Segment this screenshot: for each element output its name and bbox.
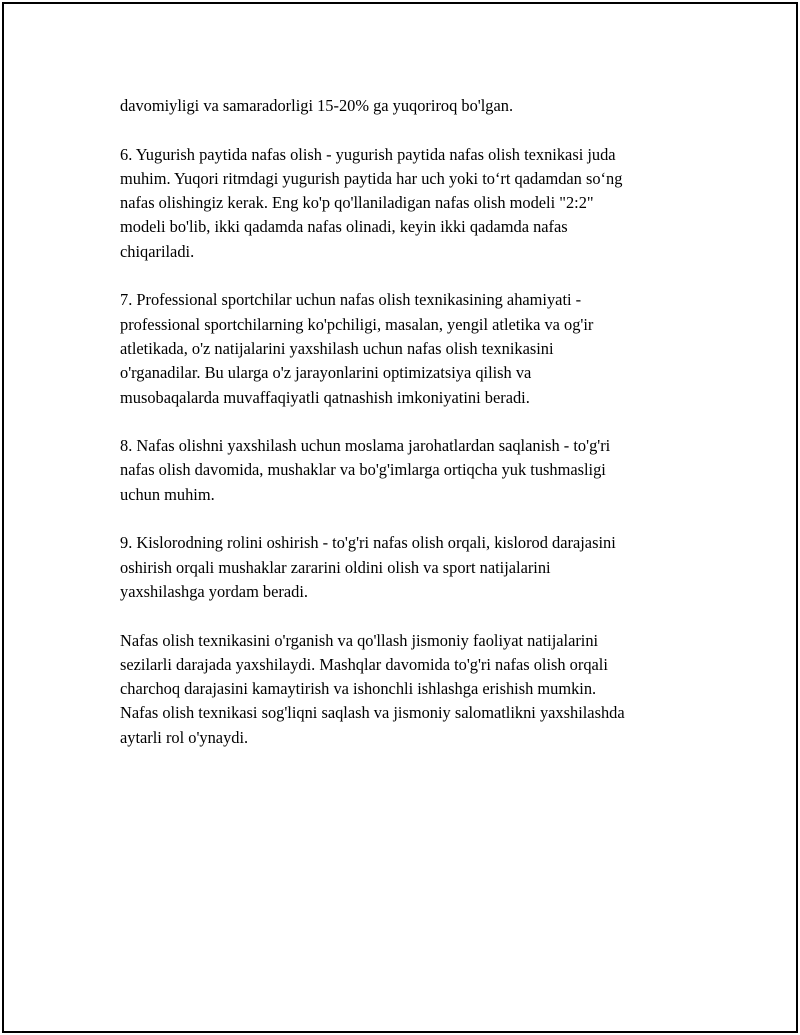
paragraph-item-8: 8. Nafas olishni yaxshilash uchun moslama jarohatlardan saqlanish - to'g'ri nafas olish davomida, mushaklar va bo'g'imlarga ortiqcha yuk tushmasligi uchun muhim. [120, 436, 611, 504]
paragraph-item-9: 9. Kislorodning rolini oshirish - to'g'ri nafas olish orqali, kislorod darajasini oshirish orqali mushaklar zararini oldini olish va sport natijalarini yaxshilashga yordam beradi. [120, 533, 616, 601]
paragraph-item-6: 6. Yugurish paytida nafas olish - yugurish paytida nafas olish texnikasi juda muhim. Yuqori ritmdagi yugurish paytida har uch yoki to‘rt qadamdan so‘ng nafas olishingiz kerak. Eng ko'p qo'llaniladigan nafas olish modeli "2:2" modeli bo'lib, ikki qadamda nafas olinadi, keyin ikki qadamda nafas chiqariladi. [120, 144, 623, 261]
paragraph-continuation: davomiyligi va samaradorligi 15-20% ga yuqoriroq bo'lgan. [120, 96, 514, 115]
paragraph-item-7: 7. Professional sportchilar uchun nafas olish texnikasining ahamiyati - professional sportchilarning ko'pchiligi, masalan, yengil atletika va og'ir atletikada, o'z natijalarini yaxshilash uchun nafas olish texnikasini o'rganadilar. Bu ularga o'z jarayonlarini optimizatsiya qilish va musobaqalarda muvaffaqiyatli qatnashish imkoniyatini beradi. [120, 290, 594, 407]
paragraph-conclusion: Nafas olish texnikasini o'rganish va qo'llash jismoniy faoliyat natijalarini sezilarli darajada yaxshilaydi. Mashqlar davomida to'g'ri nafas olish orqali charchoq darajasini kamaytirish va ishonchli ishlashga erishish mumkin. Nafas olish texnikasi sog'liqni saqlash va jismoniy salomatlikni yaxshilashda aytarli rol o'ynaydi. [120, 630, 625, 747]
document-body [120, 94, 700, 774]
document-page [2, 2, 798, 1033]
